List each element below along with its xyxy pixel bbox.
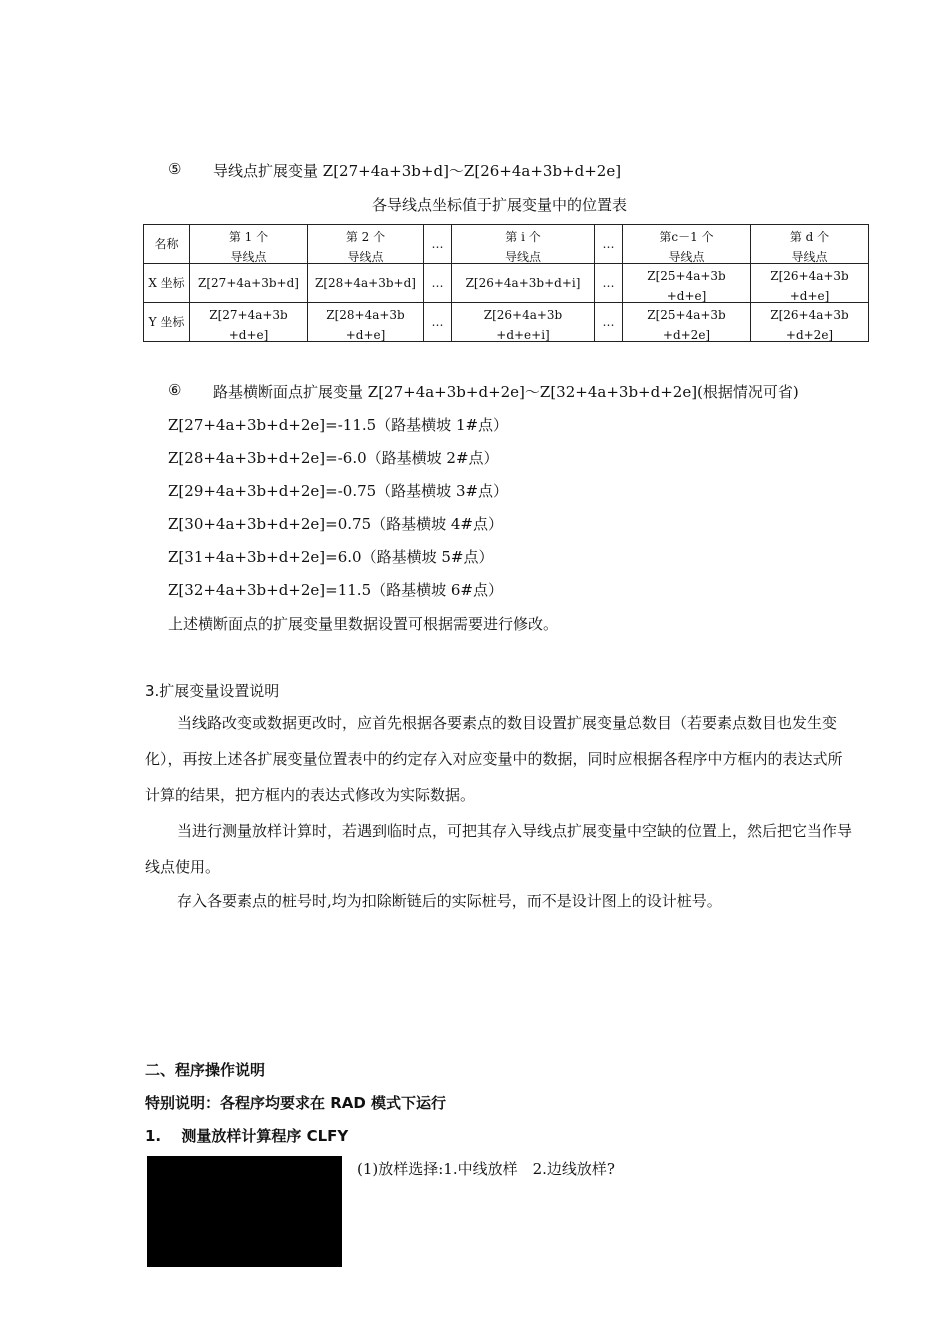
table-cell: Y 坐标 [148, 315, 185, 329]
section6-title: 路基横断面点扩展变量 Z[27+4a+3b+d+2e]～Z[32+4a+3b+d+2e](根据情况可省) [213, 383, 799, 401]
slope-point-line: Z[31+4a+3b+d+2e]=6.0（路基横坡 5#点） [168, 548, 494, 566]
header-cell: 第 i 个 导线点 [504, 230, 541, 263]
paragraph [145, 813, 857, 885]
calculator-screen-image [147, 1156, 342, 1267]
table-header-row [144, 225, 869, 264]
paragraph [145, 705, 857, 813]
special-note: 特别说明：各程序均要求在 RAD 模式下运行 [145, 1094, 447, 1112]
section6-note: 上述横断面点的扩展变量里数据设置可根据需要进行修改。 [168, 615, 559, 633]
table-cell: Z[25+4a+3b +d+e] [647, 269, 726, 302]
table-caption: 各导线点坐标值于扩展变量中的位置表 [372, 196, 628, 214]
table-cell: Z[26+4a+3b +d+e+i] [483, 308, 563, 341]
position-table [143, 224, 869, 342]
table-cell: Z[26+4a+3b +d+2e] [770, 308, 849, 341]
slope-point-line: Z[29+4a+3b+d+2e]=-0.75（路基横坡 3#点） [168, 482, 509, 500]
table-cell: … [431, 315, 444, 329]
header-cell: 第 1 个 导线点 [228, 230, 269, 263]
section6-marker: ⑥ [168, 381, 182, 399]
slope-point-line: Z[30+4a+3b+d+2e]=0.75（路基横坡 4#点） [168, 515, 503, 533]
header-cell: 第c－1 个 导线点 [659, 230, 714, 263]
table-cell: Z[27+4a+3b +d+e] [209, 308, 288, 341]
table-row [144, 303, 869, 342]
section5-marker: ⑤ [168, 160, 182, 178]
table-cell: Z[28+4a+3b+d] [315, 276, 416, 290]
paragraph-text: 当线路改变或数据更改时，应首先根据各要素点的数目设置扩展变量总数目（若要素点数目也发生变化），再按上述各扩展变量位置表中的约定存入对应变量中的数据，同时应根据各程序中方框内的表达式所计算的结果，把方框内的表达式修改为实际数据。 [145, 714, 843, 804]
table-cell: X 坐标 [148, 276, 185, 290]
table-cell: Z[26+4a+3b+d+i] [465, 276, 581, 290]
section5-title: 导线点扩展变量 Z[27+4a+3b+d]～Z[26+4a+3b+d+2e] [213, 162, 622, 180]
slope-point-line: Z[28+4a+3b+d+2e]=-6.0（路基横坡 2#点） [168, 449, 499, 467]
slope-point-line: Z[32+4a+3b+d+2e]=11.5（路基横坡 6#点） [168, 581, 503, 599]
header-cell: 第 d 个 导线点 [789, 230, 830, 263]
table-cell: … [602, 276, 615, 290]
header-cell: 第 2 个 导线点 [345, 230, 386, 263]
table-cell: Z[25+4a+3b +d+2e] [647, 308, 726, 341]
header-cell: 名称 [154, 237, 179, 251]
table-cell: … [602, 315, 615, 329]
section3-heading: 3.扩展变量设置说明 [145, 682, 280, 700]
header-cell: … [602, 237, 615, 251]
part2-heading: 二、程序操作说明 [145, 1061, 266, 1079]
program-prompt: (1)放样选择:1.中线放样 2.边线放样? [357, 1160, 615, 1178]
header-cell: … [431, 237, 444, 251]
table-cell: Z[27+4a+3b+d] [198, 276, 299, 290]
table-cell: … [431, 276, 444, 290]
table-cell: Z[28+4a+3b +d+e] [326, 308, 405, 341]
paragraph-text: 存入各要素点的桩号时,均为扣除断链后的实际桩号，而不是设计图上的设计桩号。 [177, 892, 722, 910]
table-cell: Z[26+4a+3b +d+e] [770, 269, 849, 302]
paragraph-text: 当进行测量放样计算时，若遇到临时点，可把其存入导线点扩展变量中空缺的位置上，然后把它当作导线点使用。 [145, 822, 853, 876]
slope-point-line: Z[27+4a+3b+d+2e]=-11.5（路基横坡 1#点） [168, 416, 509, 434]
program-item-1: 1. 测量放样计算程序 CLFY [145, 1127, 349, 1145]
table-row [144, 264, 869, 303]
paragraph [145, 883, 857, 919]
